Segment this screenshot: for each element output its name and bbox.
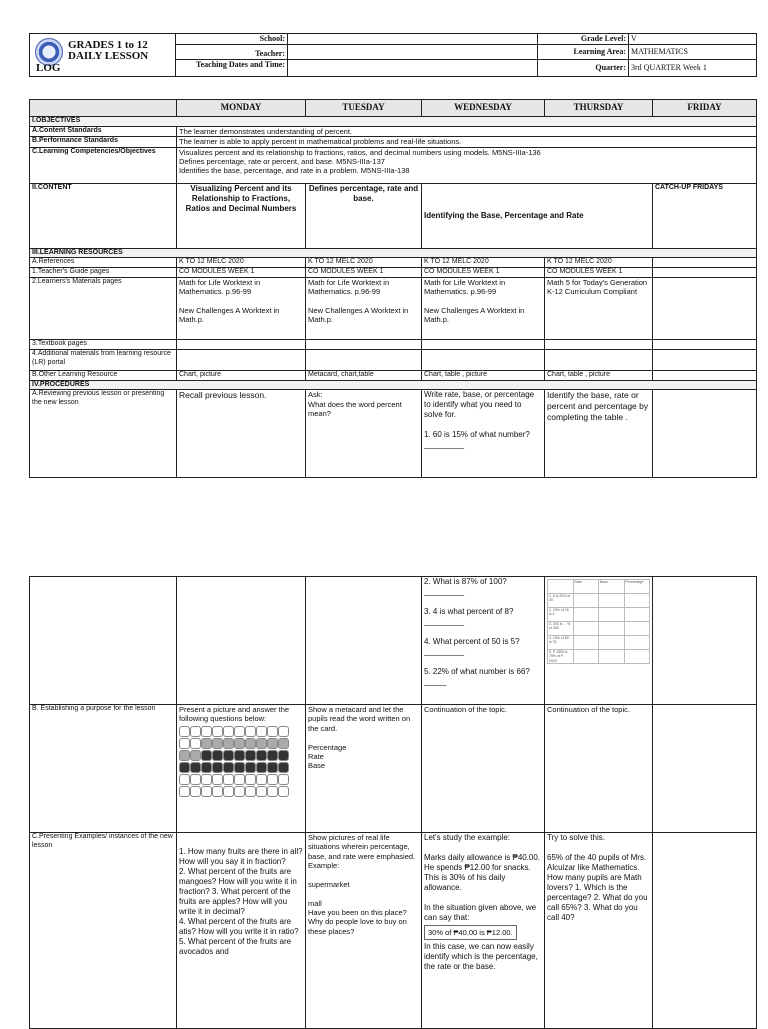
mini-col-rate: Rate <box>573 580 599 594</box>
teacher-label: Teacher: <box>176 45 288 60</box>
content-monday: Visualizing Percent and its Relationship to Fractions, Ratios and Decimal Numbers <box>177 183 306 248</box>
day-header-wednesday: WEDNESDAY <box>422 100 545 117</box>
fruit-icon <box>267 774 278 785</box>
ref-monday: K TO 12 MELC 2020 <box>177 258 306 268</box>
fruit-icon <box>223 750 234 761</box>
purpose-tuesday: Show a metacard and let the pupils read the word written on the card. Percentage Rate Base <box>306 705 422 833</box>
fruit-icon <box>201 750 212 761</box>
references-label: A.References <box>30 258 177 268</box>
fruit-icon <box>201 786 212 797</box>
fruit-icon <box>179 726 190 737</box>
other-tuesday: Metacard, chart,table <box>306 370 422 380</box>
fruit-icon <box>256 786 267 797</box>
fruit-icon <box>245 750 256 761</box>
mini-row: 4. 15% of 80 is 75 <box>548 636 574 650</box>
fruit-icon <box>190 762 201 773</box>
mini-col-base: Base <box>599 580 625 594</box>
content-friday: CATCH-UP FRIDAYS <box>653 183 757 248</box>
review-wednesday: Write rate, base, or percentage to identify what you need to solve for. 1. 60 is 15% of what number? _________ <box>422 390 545 478</box>
other-monday: Chart, picture <box>177 370 306 380</box>
fruit-icon <box>256 774 267 785</box>
fruit-icon <box>256 726 267 737</box>
purpose-monday: Present a picture and answer the following questions below: <box>179 705 290 724</box>
lesson-table-continued <box>29 576 757 1029</box>
fruit-icon <box>212 786 223 797</box>
fruit-icon <box>223 786 234 797</box>
other-resources-label: B.Other Learning Resource <box>30 370 177 380</box>
day-header-monday: MONDAY <box>177 100 306 117</box>
additional-materials-label: 4.Additional materials from learning resource (LR) portal <box>30 349 177 370</box>
content-label: II.CONTENT <box>30 183 177 248</box>
fruit-icon <box>267 738 278 749</box>
fruit-icon <box>256 738 267 749</box>
review-friday <box>653 390 757 478</box>
quarter-value[interactable]: 3rd QUARTER Week 1 <box>629 60 757 77</box>
fruit-icon <box>201 762 212 773</box>
competencies-label: C.Learning Competencies/Objectives <box>30 147 177 183</box>
fruit-icon <box>245 762 256 773</box>
other-friday <box>653 370 757 380</box>
ref-thursday: K TO 12 MELC 2020 <box>545 258 653 268</box>
content-wednesday-thursday: Identifying the Base, Percentage and Rate <box>422 183 653 248</box>
lesson-table <box>29 99 757 478</box>
fruit-icon <box>267 750 278 761</box>
fruit-icon <box>245 774 256 785</box>
learning-area-label: Learning Area: <box>538 45 629 60</box>
presenting-wednesday-note: In this case, we can now easily identify which is the percentage, the rate or the base. <box>424 942 538 972</box>
fruit-icon <box>234 786 245 797</box>
performance-standards-label: B.Performance Standards <box>30 137 177 147</box>
fruit-icon <box>212 750 223 761</box>
presenting-monday: 1. How many fruits are there in all? How will you say it in fraction? 2. What percent of the fruits are mangoes? How will you write it in fraction? 3. What percent of the fruits are apples? How will you write it in decimal? 4. What percent of the fruits are atis? How will you write it in ratio? 5. What percent of the fruits are avocados and <box>177 833 306 1029</box>
example-equation-box: 30% of ₱40.00 is ₱12.00. <box>424 925 517 940</box>
lm-thursday: Math 5 for Today's Generation K-12 Curriculum Compliant <box>545 277 653 339</box>
grade-level-label: Grade Level: <box>538 34 629 45</box>
fruit-icon <box>201 774 212 785</box>
presenting-tuesday: Show pictures of real life situations wherein percentage, base, and rate were emphasied. Example: supermarket mall Have you been on this place? Why do people love to buy on these places? <box>306 833 422 1029</box>
fruit-icon <box>190 774 201 785</box>
fruit-icon <box>179 750 190 761</box>
header-table <box>29 33 757 77</box>
quarter-label: Quarter: <box>538 60 629 77</box>
mini-row: 2. 20% of 15 is 3 <box>548 608 574 622</box>
purpose-wednesday: Continuation of the topic. <box>422 705 545 833</box>
review-thursday: Identify the base, rate or percent and percentage by completing the table . <box>545 390 653 478</box>
fruit-icon <box>234 738 245 749</box>
lm-tuesday: Math for Life Worktext in Mathematics. p.96-99 New Challenges A Worktext in Math.p. <box>306 277 422 339</box>
lm-pages-label: 2.Learners's Materials pages <box>30 277 177 339</box>
logo-title-line1: GRADES 1 to 12 <box>68 39 148 51</box>
fruit-icon <box>278 738 289 749</box>
day-header-tuesday: TUESDAY <box>306 100 422 117</box>
review-monday: Recall previous lesson. <box>177 390 306 478</box>
grade-level-value[interactable]: V <box>629 34 757 45</box>
review-thursday-table-cell <box>545 577 653 705</box>
textbook-label: 3.Textbook pages <box>30 339 177 349</box>
presenting-wednesday: Let's study the example: Marks daily allowance is ₱40.00. He spends ₱12.00 for snacks. This is 30% of his daily allowance. In the situation given above, we can say that: <box>424 833 541 922</box>
fruits-picture <box>179 726 303 797</box>
fruit-icon <box>245 726 256 737</box>
fruit-icon <box>223 738 234 749</box>
fruit-icon <box>201 738 212 749</box>
fruit-icon <box>212 726 223 737</box>
fruit-icon <box>212 774 223 785</box>
day-header-thursday: THURSDAY <box>545 100 653 117</box>
fruit-icon <box>179 774 190 785</box>
content-tuesday: Defines percentage, rate and base. <box>306 183 422 248</box>
fruit-icon <box>278 786 289 797</box>
school-label: School: <box>176 34 288 45</box>
content-standards-label: A.Content Standards <box>30 126 177 136</box>
fruit-icon <box>212 762 223 773</box>
fruit-icon <box>256 762 267 773</box>
fruit-icon <box>234 726 245 737</box>
review-wednesday-continued: 2. What is 87% of 100? _________ 3. 4 is what percent of 8? _________ 4. What percent of 50 is 5? _________ 5. 22% of what number is 66?_____ <box>422 577 545 705</box>
fruit-icon <box>190 738 201 749</box>
tg-thursday: CO MODULES WEEK 1 <box>545 268 653 278</box>
presenting-label: C.Presenting Examples/ instances of the new lesson <box>30 833 177 1029</box>
fruit-icon <box>190 750 201 761</box>
mini-row: 5. P 1500 is 75% of P 2000 <box>548 650 574 664</box>
corner-cell <box>30 100 177 117</box>
fruit-icon <box>190 786 201 797</box>
day-header-friday: FRIDAY <box>653 100 757 117</box>
fruit-icon <box>223 726 234 737</box>
tg-pages-label: 1.Teacher's Guide pages <box>30 268 177 278</box>
teaching-dates-value[interactable] <box>288 60 538 77</box>
presenting-thursday: Try to solve this. 65% of the 40 pupils of Mrs. Alcuizar like Mathematics. How many pupils are Math lovers? 1. Which is the percentage? 2. What do you call 65%? 3. What do you call 40? <box>545 833 653 1029</box>
competencies-text: Visualizes percent and its relationship to fractions, ratios, and decimal numbers using models. M5NS-IIIa-136 Defines percentage, rate or percent, and base. M5NS-IIIa-137 Identifies the base, percentage, and rate in a problem. M5NS-IIIa-138 <box>177 147 757 183</box>
tg-wednesday: CO MODULES WEEK 1 <box>422 268 545 278</box>
other-thursday: Chart, table , picture <box>545 370 653 380</box>
purpose-label: B. Establishing a purpose for the lesson <box>30 705 177 833</box>
mini-row: 1. 6 is 20% of 30 <box>548 594 574 608</box>
fruit-icon <box>212 738 223 749</box>
fruit-icon <box>245 786 256 797</box>
fruit-icon <box>278 750 289 761</box>
tg-friday <box>653 268 757 278</box>
fruit-icon <box>190 726 201 737</box>
purpose-monday-cell <box>177 705 306 833</box>
fruit-icon <box>278 762 289 773</box>
school-value[interactable] <box>288 34 538 45</box>
fruit-icon <box>278 774 289 785</box>
ref-tuesday: K TO 12 MELC 2020 <box>306 258 422 268</box>
learning-area-value[interactable]: MATHEMATICS <box>629 45 757 60</box>
fruit-icon <box>267 786 278 797</box>
fruit-icon <box>179 786 190 797</box>
presenting-wednesday-cell <box>422 833 545 1029</box>
fruit-icon <box>179 762 190 773</box>
fruit-icon <box>234 774 245 785</box>
lm-friday <box>653 277 757 339</box>
review-tuesday: Ask: What does the word percent mean? <box>306 390 422 478</box>
logo-cell <box>30 34 176 77</box>
logo-title-line3: LOG <box>36 62 61 74</box>
teacher-value[interactable] <box>288 45 538 60</box>
learning-resources-heading: III.LEARNING RESOURCES <box>30 248 757 258</box>
fruit-icon <box>223 774 234 785</box>
fruit-icon <box>223 762 234 773</box>
fruit-icon <box>179 738 190 749</box>
fruit-icon <box>256 750 267 761</box>
lm-wednesday: Math for Life Worktext in Mathematics. p.96-99 New Challenges A Worktext in Math.p. <box>422 277 545 339</box>
mini-row: 3. 300 is ... % of 300 <box>548 622 574 636</box>
tg-tuesday: CO MODULES WEEK 1 <box>306 268 422 278</box>
fruit-icon <box>245 738 256 749</box>
purpose-thursday: Continuation of the topic. <box>545 705 653 833</box>
other-wednesday: Chart, table , picture <box>422 370 545 380</box>
performance-standards-text: The learner is able to apply percent in mathematical problems and real-life situations. <box>177 137 757 147</box>
ref-wednesday: K TO 12 MELC 2020 <box>422 258 545 268</box>
ref-friday <box>653 258 757 268</box>
content-standards-text: The learner demonstrates understanding of percent. <box>177 126 757 136</box>
fruit-icon <box>234 762 245 773</box>
logo-title-line2: DAILY LESSON <box>68 50 149 62</box>
objectives-heading: I.OBJECTIVES <box>30 117 757 127</box>
fruit-icon <box>267 726 278 737</box>
lm-monday: Math for Life Worktext in Mathematics. p.96-99 New Challenges A Worktext in Math.p. <box>177 277 306 339</box>
mini-col-percentage: Percentage <box>624 580 650 594</box>
procedures-heading: IV.PROCEDURES <box>30 380 757 390</box>
base-rate-percentage-table <box>547 579 650 664</box>
fruit-icon <box>267 762 278 773</box>
tg-monday: CO MODULES WEEK 1 <box>177 268 306 278</box>
fruit-icon <box>278 726 289 737</box>
fruit-icon <box>234 750 245 761</box>
review-label: A.Reviewing previous lesson or presenting the new lesson <box>30 390 177 478</box>
fruit-icon <box>201 726 212 737</box>
teaching-dates-label: Teaching Dates and Time: <box>176 60 288 77</box>
